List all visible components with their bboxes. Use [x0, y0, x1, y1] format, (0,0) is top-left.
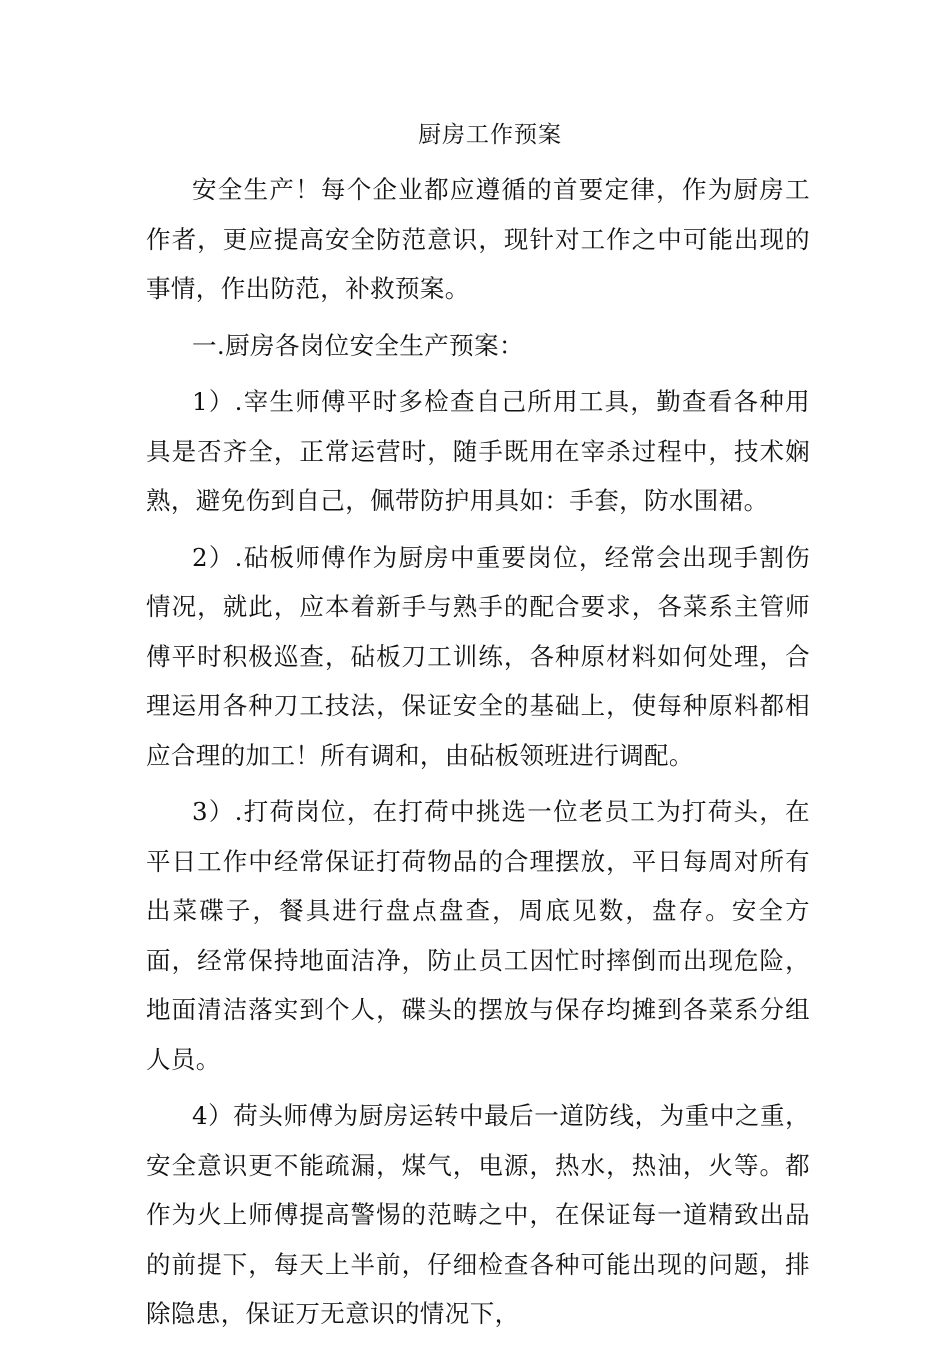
paragraph-item-4: 4）荷头师傅为厨房运转中最后一道防线，为重中之重，安全意识更不能疏漏，煤气，电源，热水，热油，火等。都作为火上师傅提高警惕的范畴之中，在保证每一道精致出品的前提下，每天上半前，仔细检查各种可能出现的问题，排除隐患，保证万无意识的情况下， [146, 1101, 810, 1328]
paragraph-item-3: 3）.打荷岗位，在打荷中挑选一位老员工为打荷头，在平日工作中经常保证打荷物品的合理摆放，平日每周对所有出菜碟子，餐具进行盘点盘查，周底见数，盘存。安全方面，经常保持地面洁净，防止员工因忙时摔倒而出现危险，地面清洁落实到个人，碟头的摆放与保存均摊到各菜系分组人员。 [146, 797, 810, 1074]
paragraph-intro: 安全生产！每个企业都应遵循的首要定律，作为厨房工作者，更应提高安全防范意识，现针对工作之中可能出现的事情，作出防范，补救预案。 [146, 175, 810, 303]
paragraph-item-2: 2）.砧板师傅作为厨房中重要岗位，经常会出现手割伤情况，就此，应本着新手与熟手的配合要求，各菜系主管师傅平时积极巡查，砧板刀工训练，各种原材料如何处理，合理运用各种刀工技法，保证安全的基础上，使每种原料都相应合理的加工！所有调和，由砧板领班进行调配。 [146, 542, 810, 770]
document-body [146, 165, 810, 1346]
document-title: 厨房工作预案 [418, 122, 562, 148]
paragraph-item-1: 1）.宰生师傅平时多检查自己所用工具，勤查看各种用具是否齐全，正常运营时，随手既用在宰杀过程中，技术娴熟，避免伤到自己，佩带防护用具如：手套，防水围裙。 [146, 387, 810, 515]
section-heading: 一.厨房各岗位安全生产预案： [192, 330, 524, 360]
